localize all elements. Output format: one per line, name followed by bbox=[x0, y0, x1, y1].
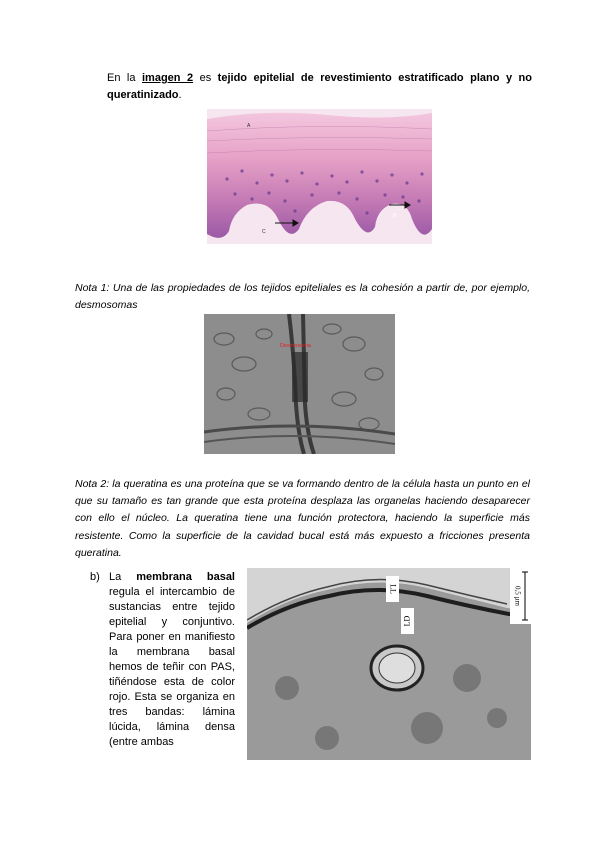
intro-paragraph bbox=[107, 70, 532, 104]
label-a: A bbox=[247, 123, 251, 129]
epithelium-micrograph bbox=[207, 109, 432, 244]
intro-prefix: En la bbox=[107, 72, 142, 84]
intro-middle: es bbox=[193, 72, 218, 84]
desmosome-label: Desmosoma bbox=[280, 343, 311, 349]
scale-bar-label: 0,5 µm bbox=[513, 586, 522, 606]
section-b-bold-term: membrana basal bbox=[136, 571, 235, 583]
note-1: Nota 1: Una de las propiedades de los tejidos epiteliales es la cohesión a partir de, por ejemplo, desmosomas bbox=[75, 282, 530, 312]
basal-membrane-micrograph bbox=[247, 568, 531, 760]
ld-label: LD bbox=[402, 615, 412, 627]
ll-label: LL bbox=[388, 584, 398, 594]
section-b-body: regula el intercambio de sustancias entre tejido epitelial y conjuntivo. Para poner en manifiesto la membrana basal hemos de teñir con PAS, tiñéndose esta de color rojo. Esta se organiza en tres bandas: lámina lúcida, lámina densa (entre ambas bbox=[109, 586, 235, 748]
section-b-lead: La bbox=[109, 571, 137, 583]
label-c: C bbox=[262, 229, 266, 235]
imagen-2-link: imagen 2 bbox=[141, 72, 194, 84]
desmosome-micrograph bbox=[204, 314, 395, 454]
section-b-marker: b) bbox=[90, 571, 100, 583]
label-b: B bbox=[393, 213, 397, 219]
intro-bold-term: tejido epitelial de revestimiento estratificado plano y no queratinizado bbox=[107, 72, 532, 101]
note-2: Nota 2: la queratina es una proteína que se va formando dentro de la célula hasta un punto en el que su tamaño es tan grande que esta proteína desplaza las organelas haciendo desaparecer con ello el núcleo. La queratina tiene una función protectora, haciendo la superficie más resistente. Como la superficie de la cavidad bucal está más expuesto a fricciones presenta queratina. bbox=[75, 478, 530, 559]
intro-suffix: . bbox=[178, 89, 182, 101]
section-b-text bbox=[109, 570, 235, 750]
